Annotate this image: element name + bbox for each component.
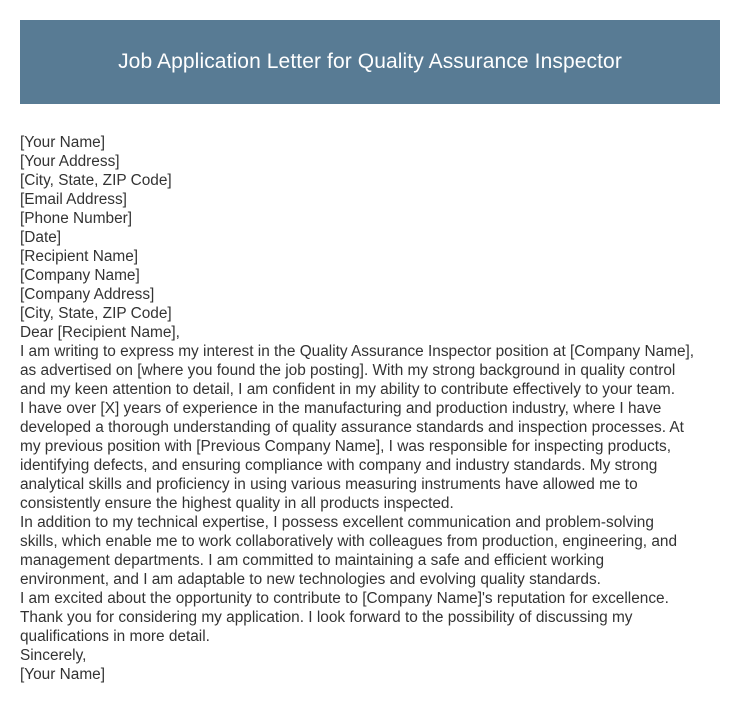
- paragraph-skills: [20, 513, 726, 589]
- page-header: [20, 20, 720, 104]
- recipient-name: [Recipient Name]: [20, 248, 139, 265]
- paragraph-line: developed a thorough understanding of quality assurance standards and inspection processes. At: [20, 419, 684, 436]
- paragraph-line: I have over [X] years of experience in the manufacturing and production industry, where I have: [20, 400, 662, 417]
- recipient-company-address: [Company Address]: [20, 286, 155, 303]
- paragraph-line: management departments. I am committed to maintaining a safe and efficient working: [20, 552, 605, 569]
- page-title: Job Application Letter for Quality Assurance Inspector: [118, 50, 622, 73]
- paragraph-line: I am writing to express my interest in the Quality Assurance Inspector position at [Company Name],: [20, 343, 695, 360]
- paragraph-line: environment, and I am adaptable to new technologies and evolving quality standards.: [20, 571, 601, 588]
- paragraph-line: and my keen attention to detail, I am confident in my ability to contribute effectively to your team.: [20, 381, 676, 398]
- paragraph-experience: [20, 399, 726, 513]
- sender-city-state-zip: [City, State, ZIP Code]: [20, 172, 172, 189]
- sender-email: [Email Address]: [20, 191, 127, 208]
- paragraph-line: identifying defects, and ensuring compliance with company and industry standards. My strong: [20, 457, 658, 474]
- paragraph-intro: [20, 342, 726, 399]
- letter-date: [Date]: [20, 229, 62, 246]
- signature: [Your Name]: [20, 666, 105, 683]
- salutation: Dear [Recipient Name],: [20, 324, 180, 341]
- paragraph-line: analytical skills and proficiency in using various measuring instruments have allowed me to: [20, 476, 638, 493]
- paragraph-line: as advertised on [where you found the job posting]. With my strong background in quality control: [20, 362, 676, 379]
- recipient-city-state-zip: [City, State, ZIP Code]: [20, 305, 172, 322]
- letter-body: [20, 133, 726, 684]
- paragraph-line: qualifications in more detail.: [20, 628, 210, 645]
- paragraph-line: consistently ensure the highest quality in all products inspected.: [20, 495, 454, 512]
- sender-name: [Your Name]: [20, 134, 105, 151]
- paragraph-line: my previous position with [Previous Company Name], I was responsible for inspecting products,: [20, 438, 671, 455]
- sender-phone: [Phone Number]: [20, 210, 133, 227]
- paragraph-line: Thank you for considering my application. I look forward to the possibility of discussing my: [20, 609, 633, 626]
- recipient-block: [20, 247, 726, 323]
- recipient-company: [Company Name]: [20, 267, 140, 284]
- paragraph-line: skills, which enable me to work collaboratively with colleagues from production, engineering, and: [20, 533, 678, 550]
- sender-address: [Your Address]: [20, 153, 120, 170]
- sender-block: [20, 133, 726, 228]
- paragraph-line: I am excited about the opportunity to contribute to [Company Name]'s reputation for excellence.: [20, 590, 669, 607]
- paragraph-closing: [20, 589, 726, 646]
- paragraph-line: In addition to my technical expertise, I possess excellent communication and problem-solving: [20, 514, 654, 531]
- closing: Sincerely,: [20, 647, 87, 664]
